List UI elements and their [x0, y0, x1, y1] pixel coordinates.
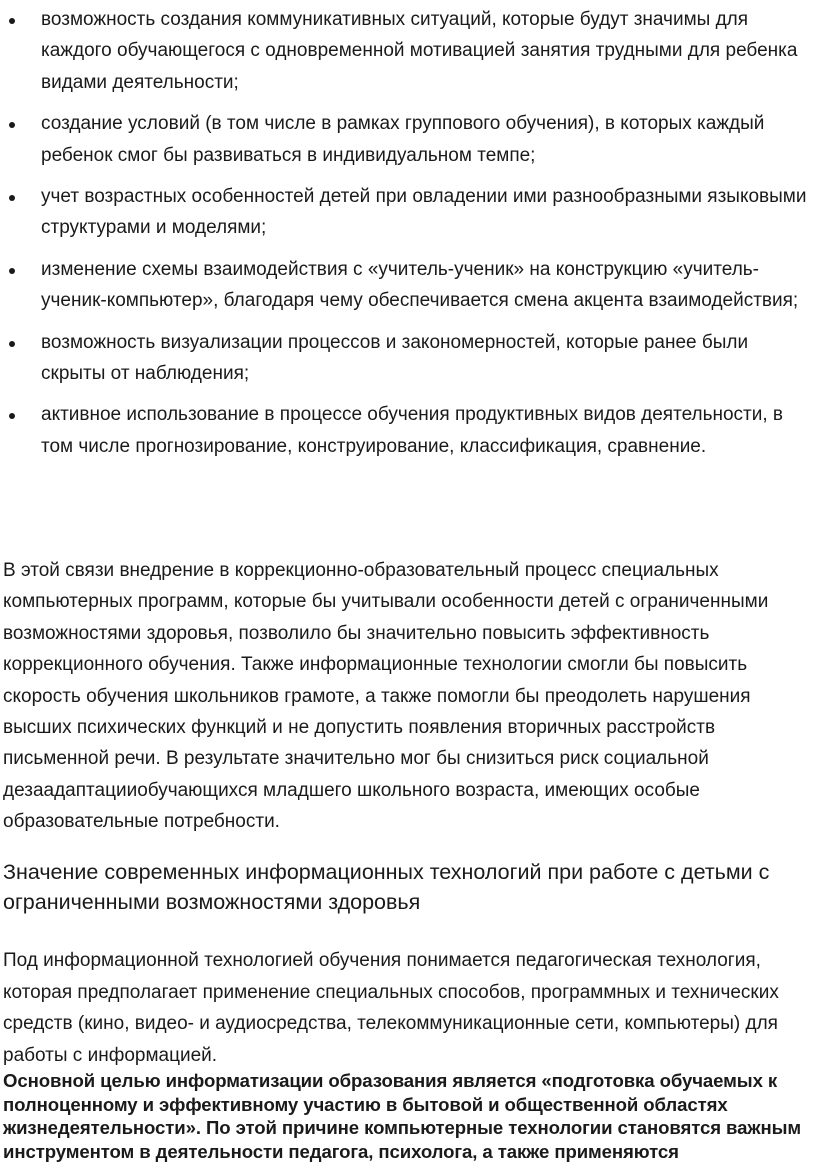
list-item — [0, 108, 816, 171]
list-item-text: возможность визуализации процессов и закономерностей, которые ранее были скрыты от наблюдения; — [41, 331, 749, 385]
bullet-icon — [9, 122, 15, 128]
list-item-text: создание условий (в том числе в рамках группового обучения), в которых каждый ребенок смог бы развиваться в индивидуальном темпе; — [41, 113, 765, 166]
bullet-icon — [9, 413, 15, 419]
bullet-icon — [9, 18, 15, 24]
body-paragraph-goal: Основной целью информатизации образования является «подготовка обучаемых к полноценному и эффективному участию в бытовой и общественной областях жизнедеятельности». По этой причине компьютерные технологии становятся важным инструментом в деятельности педагога, психолога, а также применяются — [3, 1070, 802, 1162]
bullet-list — [0, 4, 816, 472]
body-paragraph-definition: Под информационной технологией обучения понимается педагогическая технология, которая предполагает применение специальных способов, программных и технических средств (кино, видео- и аудиосредства, телекоммуникационные сети, компьютеры) для работы с информацией. — [3, 950, 779, 1066]
body-paragraph-intro: В этой связи внедрение в коррекционно-образовательный процесс специальных компьютерных программ, которые бы учитывали особенности детей с ограниченными возможностями здоровья, позволило бы значительно повысить эффективность коррекционного обучения. Также информационные технологии смогли бы повысить скорость обучения школьников грамоте, а также помогли бы преодолеть нарушения высших психических функций и не допустить появления вторичных расстройств письменной речи. В результате значительно мог бы снизиться риск социальной дезаадаптацииобучающихся младшего школьного возраста, имеющих особые образовательные потребности. — [3, 560, 769, 833]
bullet-icon — [9, 195, 15, 201]
list-item-text: активное использование в процессе обучения продуктивных видов деятельности, в том числе прогнозирование, конструирование, классификация, сравнение. — [41, 404, 784, 457]
list-item — [0, 181, 816, 244]
section-heading: Значение современных информационных технологий при работе с детьми с ограниченными возможностями здоровья — [3, 860, 770, 914]
list-item — [0, 327, 816, 390]
list-item-text: изменение схемы взаимодействия с «учитель-ученик» на конструкцию «учитель-ученик-компьютер», благодаря чему обеспечивается смена акцента взаимодействия; — [41, 258, 799, 312]
list-item-text: учет возрастных особенностей детей при овладении ими разнообразными языковыми структурами и моделями; — [41, 186, 807, 239]
list-item — [0, 254, 816, 317]
list-item-text: возможность создания коммуникативных ситуаций, которые будут значимы для каждого обучающегося с одновременной мотивацией занятия трудными для ребенка видами деятельности; — [41, 9, 798, 93]
list-item — [0, 4, 816, 98]
bullet-icon — [9, 341, 15, 347]
bullet-icon — [9, 268, 15, 274]
list-item — [0, 399, 816, 462]
